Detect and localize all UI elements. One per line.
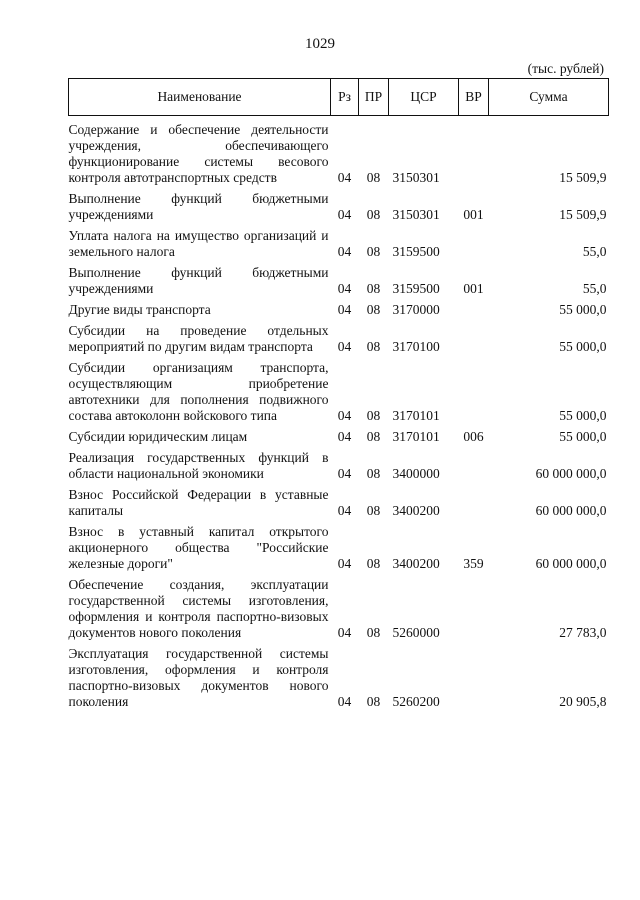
row-vr <box>459 482 489 519</box>
header-csr: ЦСР <box>389 79 459 116</box>
row-rz: 04 <box>337 339 352 354</box>
row-rz: 04 <box>337 207 352 222</box>
row-pr: 08 <box>366 556 381 571</box>
row-sum: 20 905,8 <box>559 694 607 709</box>
row-sum: 27 783,0 <box>559 625 607 640</box>
table-row <box>69 318 609 355</box>
row-sum: 60 000 000,0 <box>535 466 607 481</box>
row-csr: 3159500 <box>392 244 440 259</box>
table-row <box>69 355 609 424</box>
row-pr: 08 <box>366 170 381 185</box>
row-sum: 55 000,0 <box>559 408 607 423</box>
row-name: Уплата налога на имущество организаций и земельного налога <box>68 228 329 259</box>
row-pr: 08 <box>366 302 381 317</box>
row-sum: 55 000,0 <box>559 339 607 354</box>
row-pr: 08 <box>366 625 381 640</box>
table-row <box>69 572 609 641</box>
table-row <box>69 424 609 445</box>
row-vr: 001 <box>463 207 484 222</box>
row-name: Субсидии организациям транспорта, осуществляющим приобретение автотехники для пополнения подвижного состава автоколонн войскового типа <box>68 360 329 423</box>
row-csr: 5260000 <box>392 625 440 640</box>
row-name: Взнос Российской Федерации в уставные капиталы <box>68 487 329 518</box>
row-pr: 08 <box>366 244 381 259</box>
row-name: Другие виды транспорта <box>68 302 211 317</box>
row-name: Обеспечение создания, эксплуатации государственной системы изготовления, оформления и контроля паспортно-визовых документов нового поколения <box>68 577 329 640</box>
table-header-row <box>69 79 609 116</box>
budget-table <box>68 78 609 710</box>
row-vr <box>459 223 489 260</box>
row-vr <box>459 318 489 355</box>
row-sum: 55,0 <box>582 281 607 296</box>
page-number: 1029 <box>305 36 335 52</box>
row-rz: 04 <box>337 466 352 481</box>
row-csr: 3400000 <box>392 466 440 481</box>
row-csr: 3170101 <box>392 408 440 423</box>
header-name: Наименование <box>69 79 331 116</box>
row-vr: 006 <box>463 429 484 444</box>
row-csr: 3150301 <box>392 170 440 185</box>
row-vr: 359 <box>463 556 484 571</box>
row-name: Реализация государственных функций в области национальной экономики <box>68 450 329 481</box>
row-rz: 04 <box>337 556 352 571</box>
table-row <box>69 116 609 187</box>
row-name: Содержание и обеспечение деятельности учреждения, обеспечивающего функционирование системы весового контроля автотранспортных средств <box>68 122 329 185</box>
table-row <box>69 223 609 260</box>
row-sum: 55,0 <box>582 244 607 259</box>
row-vr <box>459 572 489 641</box>
row-name: Эксплуатация государственной системы изготовления, оформления и контроля паспортно-визовых документов нового поколения <box>68 646 329 709</box>
row-sum: 15 509,9 <box>559 207 607 222</box>
table-row <box>69 445 609 482</box>
row-pr: 08 <box>366 207 381 222</box>
row-csr: 3170100 <box>392 339 440 354</box>
row-rz: 04 <box>337 281 352 296</box>
row-vr <box>459 355 489 424</box>
header-rz: Рз <box>331 79 359 116</box>
table-row <box>69 641 609 710</box>
row-name: Субсидии на проведение отдельных мероприятий по другим видам транспорта <box>68 323 329 354</box>
row-pr: 08 <box>366 339 381 354</box>
row-rz: 04 <box>337 503 352 518</box>
row-csr: 5260200 <box>392 694 440 709</box>
row-csr: 3400200 <box>392 503 440 518</box>
row-vr: 001 <box>463 281 484 296</box>
row-csr: 3170101 <box>392 429 440 444</box>
row-pr: 08 <box>366 429 381 444</box>
row-rz: 04 <box>337 429 352 444</box>
row-sum: 60 000 000,0 <box>535 503 607 518</box>
row-rz: 04 <box>337 170 352 185</box>
row-pr: 08 <box>366 281 381 296</box>
row-sum: 55 000,0 <box>559 429 607 444</box>
row-sum: 55 000,0 <box>559 302 607 317</box>
header-sum: Сумма <box>489 79 609 116</box>
row-name: Выполнение функций бюджетными учреждениями <box>68 191 329 222</box>
row-vr <box>459 641 489 710</box>
row-csr: 3400200 <box>392 556 440 571</box>
row-vr <box>459 445 489 482</box>
row-pr: 08 <box>366 466 381 481</box>
table-row <box>69 519 609 572</box>
row-csr: 3170000 <box>392 302 440 317</box>
row-name: Субсидии юридическим лицам <box>68 429 248 444</box>
row-name: Выполнение функций бюджетными учреждениями <box>68 265 329 296</box>
row-rz: 04 <box>337 694 352 709</box>
header-pr: ПР <box>359 79 389 116</box>
row-csr: 3150301 <box>392 207 440 222</box>
row-sum: 15 509,9 <box>559 170 607 185</box>
row-vr <box>459 297 489 318</box>
row-sum: 60 000 000,0 <box>535 556 607 571</box>
row-pr: 08 <box>366 694 381 709</box>
table-row <box>69 260 609 297</box>
row-csr: 3159500 <box>392 281 440 296</box>
row-rz: 04 <box>337 625 352 640</box>
row-rz: 04 <box>337 408 352 423</box>
row-rz: 04 <box>337 302 352 317</box>
header-vr: ВР <box>459 79 489 116</box>
row-name: Взнос в уставный капитал открытого акционерного общества "Российские железные дороги" <box>68 524 329 571</box>
row-vr <box>459 116 489 187</box>
row-pr: 08 <box>366 503 381 518</box>
row-pr: 08 <box>366 408 381 423</box>
table-row <box>69 482 609 519</box>
units-note: (тыс. рублей) <box>527 61 604 76</box>
table-row <box>69 297 609 318</box>
table-row <box>69 186 609 223</box>
row-rz: 04 <box>337 244 352 259</box>
